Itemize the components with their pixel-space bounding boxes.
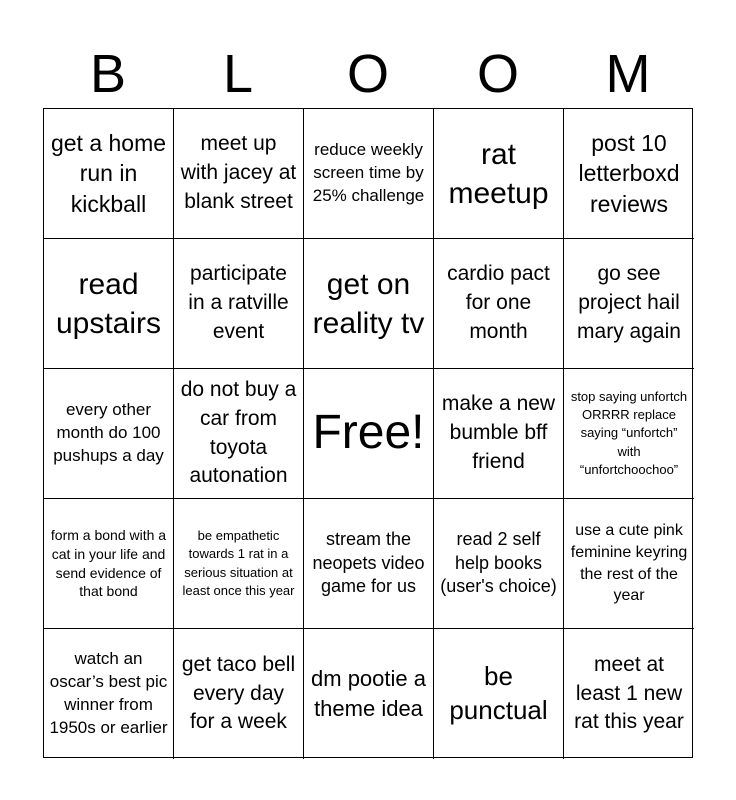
bingo-cell-r2c2[interactable]: participate in a ratville event	[174, 239, 304, 369]
bingo-cell-r5c3[interactable]: dm pootie a theme idea	[304, 629, 434, 759]
bingo-header	[43, 40, 693, 108]
header-letter-b: B	[89, 44, 127, 104]
bingo-cell-r4c3[interactable]: stream the neopets video game for us	[304, 499, 434, 629]
bingo-cell-r5c4[interactable]: be punctual	[434, 629, 564, 759]
bingo-free-cell[interactable]: Free!	[304, 369, 434, 499]
bingo-cell-r3c4[interactable]: make a new bumble bff friend	[434, 369, 564, 499]
bingo-cell-r5c5[interactable]: meet at least 1 new rat this year	[574, 652, 684, 734]
bingo-cell-r3c2[interactable]: do not buy a car from toyota autonation	[174, 369, 304, 499]
bingo-cell-r5c2[interactable]: get taco bell every day for a week	[174, 629, 304, 759]
bingo-cell-r1c3[interactable]: reduce weekly screen time by 25% challenge	[304, 109, 434, 239]
bingo-cell-r4c1[interactable]: form a bond with a cat in your life and send evidence of that bond	[44, 499, 174, 629]
header-letter-o-2: O	[476, 44, 519, 104]
bingo-cell-r3c5[interactable]: stop saying unfortch ORRRR replace saying “unfortch” with “unfortchoochoo”	[564, 369, 694, 499]
bingo-cell-r4c2[interactable]: be empathetic towards 1 rat in a serious situation at least once this year	[174, 499, 304, 629]
header-letter-o: O	[346, 44, 389, 104]
header-letter-l: L	[222, 44, 254, 104]
bingo-cell-r4c5[interactable]: use a cute pink feminine keyring the rest of the year	[564, 499, 694, 629]
bingo-cell-r1c4[interactable]: rat meetup	[434, 109, 564, 239]
bingo-cell-r4c4[interactable]: read 2 self help books (user's choice)	[434, 499, 564, 629]
bingo-cell-r1c1[interactable]: get a home run in kickball	[44, 109, 174, 239]
bingo-cell-r1c5[interactable]: post 10 letterboxd reviews	[564, 109, 694, 239]
header-letter-m: M	[605, 44, 651, 104]
bingo-cell-r5c1[interactable]: watch an oscar’s best pic winner from 1950s or earlier	[44, 629, 174, 759]
bingo-cell-r1c2[interactable]: meet up with jacey at blank street	[174, 109, 304, 239]
bingo-grid	[43, 108, 693, 758]
bingo-cell-r2c3[interactable]: get on reality tv	[304, 239, 434, 369]
bingo-cell-r2c4[interactable]: cardio pact for one month	[434, 239, 564, 369]
bingo-cell-r2c5[interactable]: go see project hail mary again	[564, 239, 694, 369]
bingo-cell-r3c1[interactable]: every other month do 100 pushups a day	[44, 369, 174, 499]
bingo-cell-r2c1[interactable]: read upstairs	[44, 239, 174, 369]
